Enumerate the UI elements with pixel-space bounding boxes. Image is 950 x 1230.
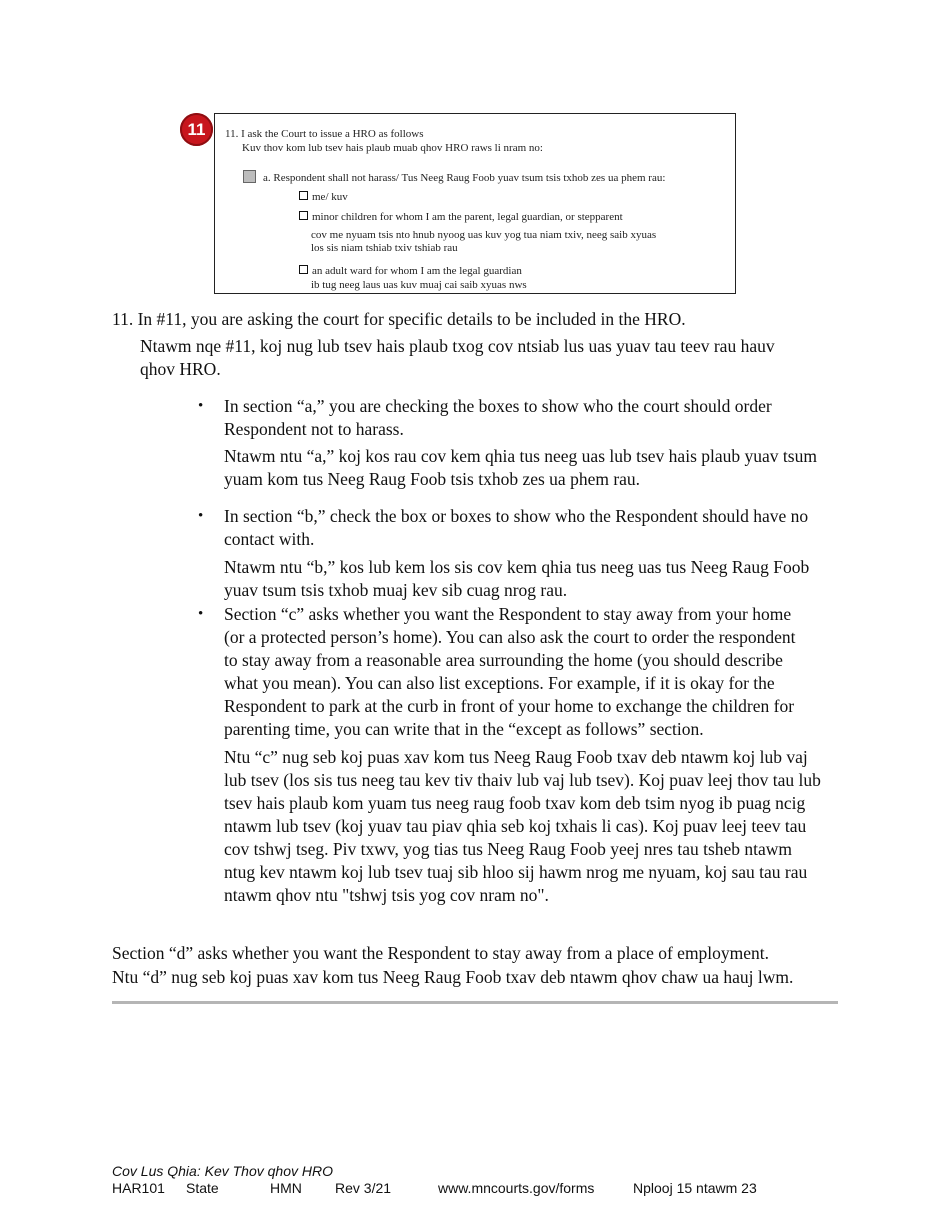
footer-form-id: HAR101 <box>112 1180 165 1196</box>
footer-language: HMN <box>270 1180 302 1196</box>
bullet-c: • <box>198 606 204 622</box>
section-c-en-6: parenting time, you can write that in the “except as follows” section. <box>224 719 704 739</box>
option-me-checkbox <box>299 191 308 200</box>
option-me <box>299 191 348 204</box>
section-a-en-1: In section “a,” you are checking the boxes to show who the court should order <box>224 396 772 416</box>
option-minor <box>299 211 623 224</box>
section-a-hmn-2: yuam kom tus Neeg Raug Foob tsis txhob zes ua phem rau. <box>224 469 641 489</box>
section-b-en-1: In section “b,” check the box or boxes to show who the Respondent should have no <box>224 506 809 526</box>
footer-title: Cov Lus Qhia: Kev Thov qhov HRO <box>112 1163 333 1179</box>
footer-jurisdiction: State <box>186 1180 219 1196</box>
section-c-en-4: what you mean). You can also list exceptions. For example, if it is okay for the <box>224 673 775 693</box>
section-b-en-2: contact with. <box>224 529 315 549</box>
intro-line: 11. In #11, you are asking the court for specific details to be included in the HRO. <box>112 309 686 329</box>
section-c-hmn-3: tsev hais plaub kom yuam tus neeg raug foob txav kom deb tsim nyog ib puag ncig <box>224 793 806 813</box>
option-minor-checkbox <box>299 211 308 220</box>
section-c-hmn-4: ntawm lub tsev (koj yuav tau piav qhia seb koj txhais li cas). Koj puav leej teev tau <box>224 816 807 836</box>
intro-hmn-line-1: Ntawm nqe #11, koj nug lub tsev hais plaub txog cov ntsiab lus uas yuav tau teev rau hauv <box>140 336 775 356</box>
intro-hmn-line-2: qhov HRO. <box>140 359 221 379</box>
option-minor-label: minor children for whom I am the parent, legal guardian, or stepparent <box>312 211 623 223</box>
section-c-en-1: Section “c” asks whether you want the Respondent to stay away from your home <box>224 604 792 624</box>
form-heading: 11. I ask the Court to issue a HRO as follows <box>225 128 424 140</box>
form-item-a <box>243 170 665 185</box>
form-excerpt-box <box>214 113 736 294</box>
option-minor-hmn-1: cov me nyuam tsis nto hnub nyoog uas kuv yog tua niam txiv, neeg saib xyuas <box>311 229 657 241</box>
option-adult-checkbox <box>299 265 308 274</box>
item-a-label: a. Respondent shall not harass/ Tus Neeg Raug Foob yuav tsum tsis txhob zes ua phem rau: <box>263 172 666 184</box>
option-adult-label: an adult ward for whom I am the legal guardian <box>312 265 522 277</box>
item-a-checkbox <box>243 170 256 183</box>
section-c-en-5: Respondent to park at the curb in front of your home to exchange the children for <box>224 696 795 716</box>
option-me-label: me/ kuv <box>312 191 348 203</box>
form-heading-hmn: Kuv thov kom lub tsev hais plaub muab qhov HRO raws li nram no: <box>242 142 543 154</box>
section-a-en-2: Respondent not to harass. <box>224 419 404 439</box>
section-c-hmn-2: lub tsev (los sis tus neeg tau kev tiv thaiv lub vaj lub tsev). Koj puav leej thov tau lub <box>224 770 821 790</box>
section-divider <box>112 1001 838 1004</box>
section-c-hmn-1: Ntu “c” nug seb koj puas xav kom tus Neeg Raug Foob txav deb ntawm koj lub vaj <box>224 747 808 767</box>
section-a-hmn-1: Ntawm ntu “a,” koj kos rau cov kem qhia tus neeg uas lub tsev hais plaub yuav tsum <box>224 446 817 466</box>
bullet-a: • <box>198 398 204 414</box>
section-c-hmn-7: ntawm qhov ntu "tshwj tsis yog cov nram no". <box>224 885 549 905</box>
section-c-hmn-6: ntug kev ntawm koj lub tsev tuaj sib hloo sij hawm nrog me nyuam, koj sau tau rau <box>224 862 808 882</box>
section-c-hmn-5: cov tshwj tseg. Piv txwv, yog tias tus Neeg Raug Foob yeej nres tau tsheb ntawm <box>224 839 793 859</box>
section-d-hmn: Ntu “d” nug seb koj puas xav kom tus Neeg Raug Foob txav deb ntawm qhov chaw ua hauj lwm. <box>112 967 794 987</box>
option-adult <box>299 265 522 278</box>
footer-page-number: Nplooj 15 ntawm 23 <box>633 1180 757 1196</box>
section-c-en-2: (or a protected person’s home). You can also ask the court to order the respondent <box>224 627 796 647</box>
bullet-b: • <box>198 508 204 524</box>
section-d-en: Section “d” asks whether you want the Respondent to stay away from a place of employment. <box>112 943 770 963</box>
section-11-badge: 11 <box>180 113 213 146</box>
option-minor-hmn-2: los sis niam tshiab txiv tshiab rau <box>311 242 458 254</box>
footer-url: www.mncourts.gov/forms <box>438 1180 595 1196</box>
section-c-en-3: to stay away from a reasonable area surrounding the home (you should describe <box>224 650 783 670</box>
option-adult-hmn: ib tug neeg laus uas kuv muaj cai saib xyuas nws <box>311 279 527 291</box>
section-b-hmn-2: yuav tsum tsis txhob muaj kev sib cuag nrog rau. <box>224 580 568 600</box>
section-b-hmn-1: Ntawm ntu “b,” kos lub kem los sis cov kem qhia tus neeg uas tus Neeg Raug Foob <box>224 557 810 577</box>
footer-revision: Rev 3/21 <box>335 1180 392 1196</box>
